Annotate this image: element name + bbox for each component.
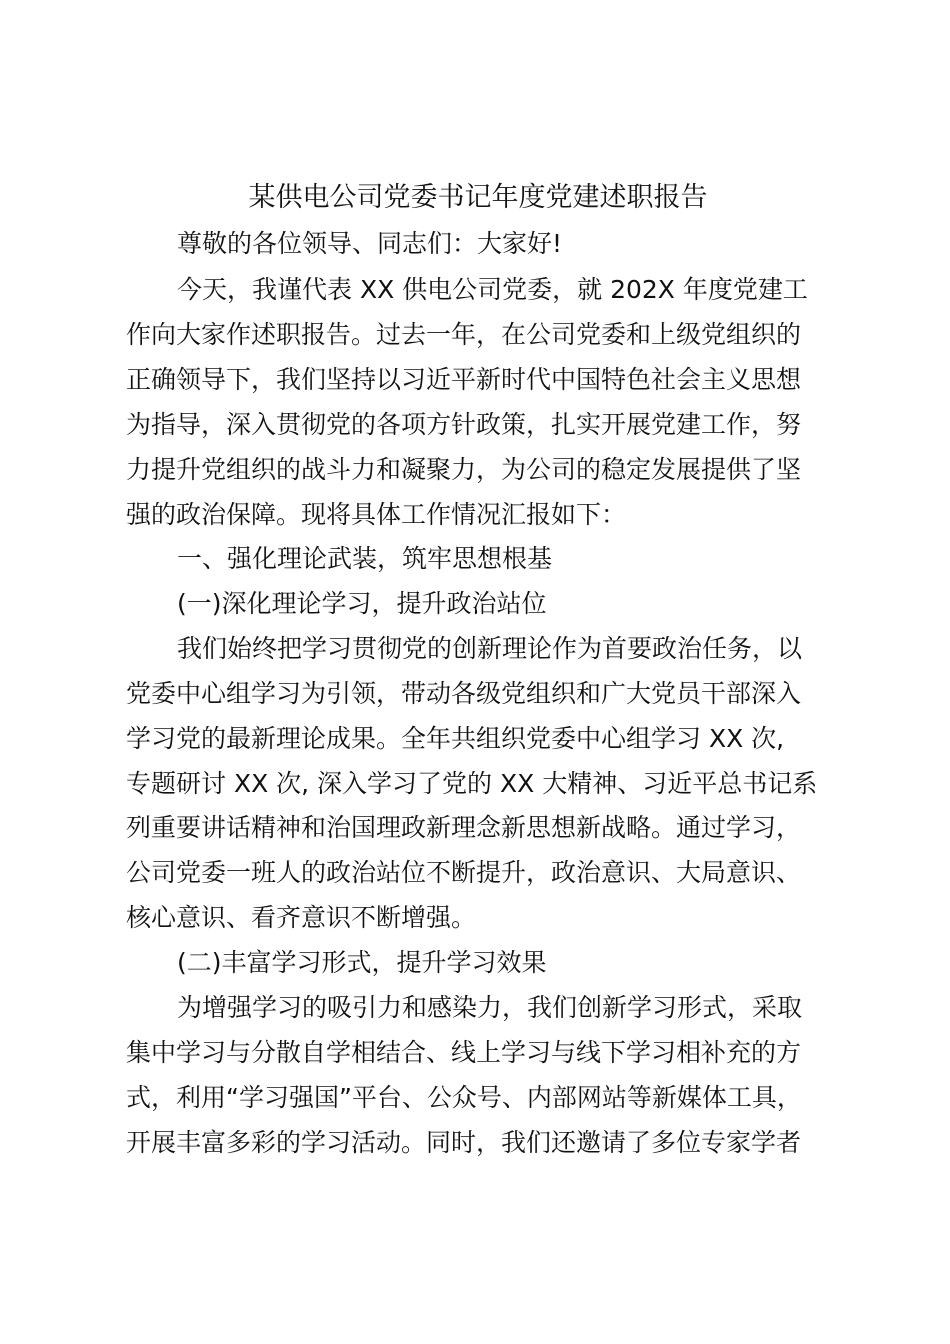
paragraph-line: 强的政治保障。现将具体工作情况汇报如下： bbox=[126, 500, 627, 529]
paragraph-line: 为指导，深入贯彻党的各项方针政策，扎实开展党建工作，努 bbox=[126, 410, 802, 439]
paragraph-line: 集中学习与分散自学相结合、线上学习与线下学习相补充的方 bbox=[126, 1038, 802, 1067]
document-title: 某供电公司党委书记年度党建述职报告 bbox=[248, 182, 708, 213]
paragraph-line: 开展丰富多彩的学习活动。同时，我们还邀请了多位专家学者 bbox=[126, 1128, 802, 1157]
paragraph-line: 专题研讨 XX 次, 深入学习了党的 XX 大精神、习近平总书记系 bbox=[126, 769, 818, 798]
salutation: 尊敬的各位领导、同志们：大家好! bbox=[177, 229, 563, 258]
paragraph-line: 式，利用“学习强国”平台、公众号、内部网站等新媒体工具， bbox=[126, 1083, 802, 1112]
paragraph-line: 作向大家作述职报告。过去一年，在公司党委和上级党组织的 bbox=[126, 320, 802, 349]
paragraph-line: 列重要讲话精神和治国理政新理念新思想新战略。通过学习， bbox=[126, 813, 802, 842]
paragraph-line: 为增强学习的吸引力和感染力，我们创新学习形式，采取 bbox=[177, 993, 803, 1022]
paragraph-line: 正确领导下，我们坚持以习近平新时代中国特色社会主义思想 bbox=[126, 365, 802, 394]
paragraph-line: 我们始终把学习贯彻党的创新理论作为首要政治任务，以 bbox=[177, 634, 803, 663]
paragraph-line: 公司党委一班人的政治站位不断提升，政治意识、大局意识、 bbox=[126, 858, 802, 887]
subsection-heading: (二)丰富学习形式，提升学习效果 bbox=[177, 948, 547, 977]
section-heading: 一、强化理论武装，筑牢思想根基 bbox=[177, 544, 553, 573]
paragraph-line: 党委中心组学习为引领，带动各级党组织和广大党员干部深入 bbox=[126, 679, 802, 708]
paragraph-line: 今天，我谨代表 XX 供电公司党委，就 202X 年度党建工 bbox=[177, 275, 808, 304]
paragraph-line: 学习党的最新理论成果。全年共组织党委中心组学习 XX 次, bbox=[126, 724, 785, 753]
subsection-heading: (一)深化理论学习，提升政治站位 bbox=[177, 589, 547, 618]
paragraph-line: 核心意识、看齐意识不断增强。 bbox=[126, 903, 477, 932]
paragraph-line: 力提升党组织的战斗力和凝聚力，为公司的稳定发展提供了坚 bbox=[126, 455, 802, 484]
